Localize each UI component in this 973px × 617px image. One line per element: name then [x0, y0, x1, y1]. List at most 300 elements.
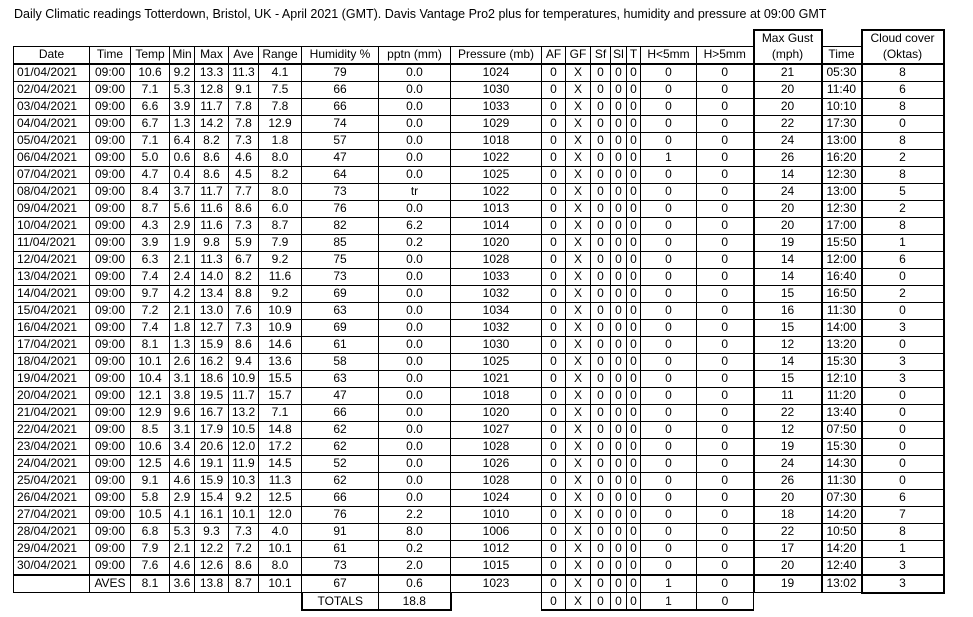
cell-max-gust: 20 [754, 489, 822, 506]
cell-temp: 6.3 [131, 251, 170, 268]
cell-hail-lt5: 0 [641, 268, 697, 285]
cell-range: 6.0 [259, 200, 302, 217]
cell-sl: 0 [611, 540, 627, 557]
cell-sf: 0 [591, 149, 611, 166]
cell-date: 20/04/2021 [14, 387, 90, 404]
cell-gf: X [566, 285, 591, 302]
cell-af: 0 [542, 234, 566, 251]
cell-max-gust: 26 [754, 472, 822, 489]
cell-sf: 0 [591, 217, 611, 234]
cell-ave: 10.9 [229, 370, 259, 387]
cell-range: 8.0 [259, 183, 302, 200]
cell-pptn: 0.2 [379, 234, 451, 251]
cell-min: 0.6 [170, 149, 195, 166]
cell-pptn: 0.0 [379, 472, 451, 489]
cell-min: 4.2 [170, 285, 195, 302]
cell-pressure: 1033 [451, 98, 542, 115]
cell-pressure: 1013 [451, 200, 542, 217]
cell-pptn: 2.2 [379, 506, 451, 523]
table-row [14, 268, 944, 285]
blank-cell [754, 593, 822, 611]
cell-pressure: 1012 [451, 540, 542, 557]
cell-range: 9.2 [259, 251, 302, 268]
cell-temp: 5.0 [131, 149, 170, 166]
cell-min: 2.9 [170, 217, 195, 234]
cell-hail-lt5: 0 [641, 81, 697, 98]
cell-sf: 0 [591, 387, 611, 404]
cell-pressure: 1021 [451, 370, 542, 387]
cell-max: 8.6 [195, 166, 229, 183]
cell-min: 2.4 [170, 268, 195, 285]
cell-gust-time: 15:30 [822, 438, 862, 455]
cell-sl: 0 [611, 319, 627, 336]
cell-t: 0 [627, 319, 641, 336]
cell-t: 0 [627, 183, 641, 200]
cell-hail-lt5: 1 [641, 149, 697, 166]
cell-af: 0 [542, 404, 566, 421]
cell-cloud-cover: 0 [862, 404, 944, 421]
cell-ave: 7.8 [229, 98, 259, 115]
cell-range: 13.6 [259, 353, 302, 370]
cell-max: 12.7 [195, 319, 229, 336]
cell-af: 0 [542, 540, 566, 557]
cell-sl: 0 [611, 251, 627, 268]
cell-max-gust: 15 [754, 370, 822, 387]
cell-range: 7.5 [259, 81, 302, 98]
cell-gust-time: 14:30 [822, 455, 862, 472]
cell-af: 0 [542, 438, 566, 455]
totals-sl: 0 [611, 593, 627, 611]
table-row [14, 489, 944, 506]
cell-max-gust: 18 [754, 506, 822, 523]
cell-hail-gt5: 0 [697, 115, 754, 132]
cell-sf: 0 [591, 336, 611, 353]
cell-hail-lt5: 0 [641, 472, 697, 489]
table-row [14, 183, 944, 200]
cell-gust-time: 16:20 [822, 149, 862, 166]
totals-label: TOTALS [302, 593, 379, 611]
cell-sf: 0 [591, 200, 611, 217]
cell-temp: 7.1 [131, 132, 170, 149]
cell-humidity: 74 [302, 115, 379, 132]
cell-gf: X [566, 472, 591, 489]
totals-hail-gt5: 0 [697, 593, 754, 611]
cell-hail-lt5: 0 [641, 387, 697, 404]
cell-pptn: 8.0 [379, 523, 451, 540]
cell-time: 09:00 [90, 557, 131, 575]
cell-af: 0 [542, 285, 566, 302]
cell-humidity: 62 [302, 438, 379, 455]
cell-hail-lt5: 0 [641, 64, 697, 82]
cell-ave: 7.6 [229, 302, 259, 319]
cell-sf: 0 [591, 64, 611, 82]
cell-range: 11.3 [259, 472, 302, 489]
cell-pptn: 0.0 [379, 421, 451, 438]
cell-pressure: 1026 [451, 455, 542, 472]
cell-t: 0 [627, 353, 641, 370]
cell-max-gust: 19 [754, 234, 822, 251]
cell-hail-lt5: 0 [641, 98, 697, 115]
cell-humidity: 63 [302, 370, 379, 387]
cell-ave: 4.5 [229, 166, 259, 183]
cell-max: 17.9 [195, 421, 229, 438]
cell-sl: 0 [611, 404, 627, 421]
cell-ave: 8.8 [229, 285, 259, 302]
cell-ave: 5.9 [229, 234, 259, 251]
cell-time: 09:00 [90, 64, 131, 82]
cell-date: 30/04/2021 [14, 557, 90, 575]
cell-humidity: 52 [302, 455, 379, 472]
cell-gf: X [566, 370, 591, 387]
cell-ave: 7.3 [229, 319, 259, 336]
cell-hail-gt5: 0 [697, 64, 754, 82]
cell-max: 11.3 [195, 251, 229, 268]
cell-cloud-cover: 5 [862, 183, 944, 200]
cell-pressure: 1022 [451, 183, 542, 200]
cell-date: 22/04/2021 [14, 421, 90, 438]
cell-range: 9.2 [259, 285, 302, 302]
totals-pptn: 18.8 [379, 593, 451, 611]
cell-date: 21/04/2021 [14, 404, 90, 421]
cell-af: 0 [542, 200, 566, 217]
cell-humidity: 73 [302, 268, 379, 285]
cell-pptn: 0.0 [379, 115, 451, 132]
cell-temp: 10.5 [131, 506, 170, 523]
cell-af: 0 [542, 115, 566, 132]
cell-max: 15.9 [195, 472, 229, 489]
cell-time: 09:00 [90, 268, 131, 285]
table-row [14, 234, 944, 251]
cell-date: 28/04/2021 [14, 523, 90, 540]
cell-af: 0 [542, 421, 566, 438]
aves-gust_time: 13:02 [822, 575, 862, 593]
cell-af: 0 [542, 557, 566, 575]
cell-sl: 0 [611, 149, 627, 166]
cell-hail-gt5: 0 [697, 540, 754, 557]
cell-pressure: 1029 [451, 115, 542, 132]
aves-blank [14, 575, 90, 593]
cell-pressure: 1014 [451, 217, 542, 234]
cell-range: 17.2 [259, 438, 302, 455]
cell-temp: 7.4 [131, 319, 170, 336]
cell-humidity: 85 [302, 234, 379, 251]
aves-pptn: 0.6 [379, 575, 451, 593]
cell-gf: X [566, 319, 591, 336]
header-t: T [627, 46, 641, 64]
cell-min: 2.6 [170, 353, 195, 370]
cell-max: 16.7 [195, 404, 229, 421]
table-row [14, 115, 944, 132]
cell-date: 16/04/2021 [14, 319, 90, 336]
cell-pressure: 1020 [451, 404, 542, 421]
aves-hlt5: 1 [641, 575, 697, 593]
cell-min: 3.9 [170, 98, 195, 115]
cell-humidity: 66 [302, 98, 379, 115]
cell-max-gust: 16 [754, 302, 822, 319]
cell-min: 3.1 [170, 421, 195, 438]
cell-max: 9.8 [195, 234, 229, 251]
cell-min: 4.6 [170, 472, 195, 489]
header-max: Max [195, 46, 229, 64]
cell-hail-gt5: 0 [697, 523, 754, 540]
cell-sf: 0 [591, 523, 611, 540]
cell-hail-lt5: 0 [641, 404, 697, 421]
cell-date: 15/04/2021 [14, 302, 90, 319]
cell-temp: 10.4 [131, 370, 170, 387]
cell-gf: X [566, 217, 591, 234]
table-row [14, 523, 944, 540]
cell-time: 09:00 [90, 149, 131, 166]
cell-max-gust: 22 [754, 115, 822, 132]
cell-pptn: 0.0 [379, 455, 451, 472]
cell-hail-lt5: 0 [641, 115, 697, 132]
cell-hail-lt5: 0 [641, 421, 697, 438]
cell-range: 8.0 [259, 557, 302, 575]
cell-cloud-cover: 6 [862, 81, 944, 98]
cell-hail-gt5: 0 [697, 319, 754, 336]
cell-min: 9.2 [170, 64, 195, 82]
cell-min: 4.6 [170, 557, 195, 575]
cell-t: 0 [627, 115, 641, 132]
blank-cell [862, 593, 944, 611]
cell-sf: 0 [591, 421, 611, 438]
cell-date: 14/04/2021 [14, 285, 90, 302]
cell-cloud-cover: 0 [862, 455, 944, 472]
cell-time: 09:00 [90, 166, 131, 183]
cell-temp: 10.6 [131, 438, 170, 455]
table-row [14, 166, 944, 183]
cell-t: 0 [627, 98, 641, 115]
cell-gust-time: 14:00 [822, 319, 862, 336]
cell-date: 18/04/2021 [14, 353, 90, 370]
cell-sf: 0 [591, 302, 611, 319]
cell-pptn: tr [379, 183, 451, 200]
cell-ave: 11.9 [229, 455, 259, 472]
table-row [14, 64, 944, 82]
cell-pressure: 1015 [451, 557, 542, 575]
cell-hail-lt5: 0 [641, 370, 697, 387]
cell-range: 7.8 [259, 98, 302, 115]
aves-t: 0 [627, 575, 641, 593]
cell-ave: 12.0 [229, 438, 259, 455]
cell-af: 0 [542, 251, 566, 268]
cell-range: 4.0 [259, 523, 302, 540]
cell-time: 09:00 [90, 234, 131, 251]
table-row [14, 472, 944, 489]
cell-pptn: 0.0 [379, 302, 451, 319]
blank-cell [195, 593, 229, 611]
cell-time: 09:00 [90, 404, 131, 421]
header-af: AF [542, 46, 566, 64]
cell-pptn: 0.0 [379, 64, 451, 82]
cell-pptn: 0.0 [379, 268, 451, 285]
blank-cell [14, 593, 90, 611]
cell-temp: 6.6 [131, 98, 170, 115]
cell-hail-gt5: 0 [697, 404, 754, 421]
cell-gf: X [566, 166, 591, 183]
cell-date: 13/04/2021 [14, 268, 90, 285]
header-gust-time: Time [822, 46, 862, 64]
cell-af: 0 [542, 98, 566, 115]
cell-hail-lt5: 0 [641, 217, 697, 234]
aves-range: 10.1 [259, 575, 302, 593]
cell-date: 29/04/2021 [14, 540, 90, 557]
cell-ave: 9.2 [229, 489, 259, 506]
cell-time: 09:00 [90, 217, 131, 234]
cell-sf: 0 [591, 489, 611, 506]
cell-hail-gt5: 0 [697, 217, 754, 234]
cell-min: 0.4 [170, 166, 195, 183]
cell-sl: 0 [611, 234, 627, 251]
cell-max: 13.3 [195, 64, 229, 82]
cell-temp: 6.7 [131, 115, 170, 132]
cell-max: 9.3 [195, 523, 229, 540]
cell-temp: 3.9 [131, 234, 170, 251]
cell-af: 0 [542, 81, 566, 98]
cell-af: 0 [542, 217, 566, 234]
cell-min: 2.1 [170, 302, 195, 319]
cell-time: 09:00 [90, 132, 131, 149]
cell-min: 3.7 [170, 183, 195, 200]
cell-t: 0 [627, 251, 641, 268]
cell-hail-gt5: 0 [697, 421, 754, 438]
aves-gust: 19 [754, 575, 822, 593]
cell-time: 09:00 [90, 336, 131, 353]
cell-date: 08/04/2021 [14, 183, 90, 200]
cell-cloud-cover: 6 [862, 489, 944, 506]
cell-gust-time: 07:50 [822, 421, 862, 438]
cell-gust-time: 17:30 [822, 115, 862, 132]
cell-pptn: 0.0 [379, 438, 451, 455]
header-range: Range [259, 46, 302, 64]
cell-hail-lt5: 0 [641, 353, 697, 370]
cell-max: 15.4 [195, 489, 229, 506]
cell-max: 12.2 [195, 540, 229, 557]
cell-gust-time: 10:10 [822, 98, 862, 115]
cell-hail-gt5: 0 [697, 387, 754, 404]
header-pressure: Pressure (mb) [451, 46, 542, 64]
table-row [14, 540, 944, 557]
cell-range: 14.8 [259, 421, 302, 438]
cell-cloud-cover: 2 [862, 200, 944, 217]
cell-sl: 0 [611, 336, 627, 353]
cell-max: 19.1 [195, 455, 229, 472]
cell-humidity: 66 [302, 404, 379, 421]
cell-sf: 0 [591, 370, 611, 387]
cell-max-gust: 20 [754, 200, 822, 217]
cell-temp: 7.2 [131, 302, 170, 319]
cell-pressure: 1006 [451, 523, 542, 540]
cell-gust-time: 13:20 [822, 336, 862, 353]
cell-pressure: 1025 [451, 166, 542, 183]
cell-pressure: 1024 [451, 64, 542, 82]
cell-af: 0 [542, 336, 566, 353]
cell-cloud-cover: 0 [862, 421, 944, 438]
cell-pptn: 0.0 [379, 166, 451, 183]
cell-gust-time: 17:00 [822, 217, 862, 234]
cell-t: 0 [627, 489, 641, 506]
cell-max: 16.1 [195, 506, 229, 523]
cell-humidity: 62 [302, 472, 379, 489]
cell-max-gust: 20 [754, 557, 822, 575]
cell-humidity: 76 [302, 200, 379, 217]
cell-hail-lt5: 0 [641, 557, 697, 575]
cell-max-gust: 12 [754, 421, 822, 438]
cell-ave: 8.6 [229, 200, 259, 217]
cell-humidity: 66 [302, 81, 379, 98]
cell-time: 09:00 [90, 200, 131, 217]
cell-date: 24/04/2021 [14, 455, 90, 472]
cell-humidity: 64 [302, 166, 379, 183]
cell-t: 0 [627, 557, 641, 575]
blank-cell [259, 593, 302, 611]
cell-pressure: 1024 [451, 489, 542, 506]
cell-pptn: 0.2 [379, 540, 451, 557]
cell-pptn: 0.0 [379, 489, 451, 506]
cell-t: 0 [627, 387, 641, 404]
cell-range: 7.9 [259, 234, 302, 251]
table-row [14, 421, 944, 438]
cell-cloud-cover: 8 [862, 217, 944, 234]
cell-hail-gt5: 0 [697, 370, 754, 387]
cell-min: 3.8 [170, 387, 195, 404]
aves-cloud: 3 [862, 575, 944, 593]
cell-date: 09/04/2021 [14, 200, 90, 217]
cell-t: 0 [627, 132, 641, 149]
cell-gust-time: 11:30 [822, 302, 862, 319]
cell-max: 16.2 [195, 353, 229, 370]
cell-cloud-cover: 0 [862, 438, 944, 455]
cell-t: 0 [627, 285, 641, 302]
cell-sl: 0 [611, 285, 627, 302]
cell-hail-gt5: 0 [697, 489, 754, 506]
cell-cloud-cover: 0 [862, 302, 944, 319]
cell-gf: X [566, 302, 591, 319]
cell-gf: X [566, 404, 591, 421]
cell-range: 14.5 [259, 455, 302, 472]
cell-t: 0 [627, 81, 641, 98]
cell-temp: 8.7 [131, 200, 170, 217]
cell-max-gust: 24 [754, 455, 822, 472]
cell-max-gust: 26 [754, 149, 822, 166]
cell-time: 09:00 [90, 319, 131, 336]
cell-max: 14.0 [195, 268, 229, 285]
cell-sl: 0 [611, 387, 627, 404]
cell-hail-gt5: 0 [697, 149, 754, 166]
cell-pptn: 0.0 [379, 336, 451, 353]
cell-ave: 11.3 [229, 64, 259, 82]
cell-max: 15.9 [195, 336, 229, 353]
cell-pptn: 0.0 [379, 319, 451, 336]
cell-sf: 0 [591, 540, 611, 557]
cell-range: 12.0 [259, 506, 302, 523]
cell-gust-time: 12:40 [822, 557, 862, 575]
cell-t: 0 [627, 455, 641, 472]
cell-time: 09:00 [90, 438, 131, 455]
climate-table [13, 29, 945, 611]
cell-t: 0 [627, 234, 641, 251]
cell-pptn: 0.0 [379, 370, 451, 387]
cell-cloud-cover: 1 [862, 234, 944, 251]
cell-ave: 7.8 [229, 115, 259, 132]
cell-hail-gt5: 0 [697, 472, 754, 489]
cell-sl: 0 [611, 98, 627, 115]
cell-gust-time: 11:30 [822, 472, 862, 489]
cell-time: 09:00 [90, 506, 131, 523]
cell-range: 15.7 [259, 387, 302, 404]
cell-gust-time: 12:30 [822, 166, 862, 183]
cell-hail-lt5: 0 [641, 302, 697, 319]
